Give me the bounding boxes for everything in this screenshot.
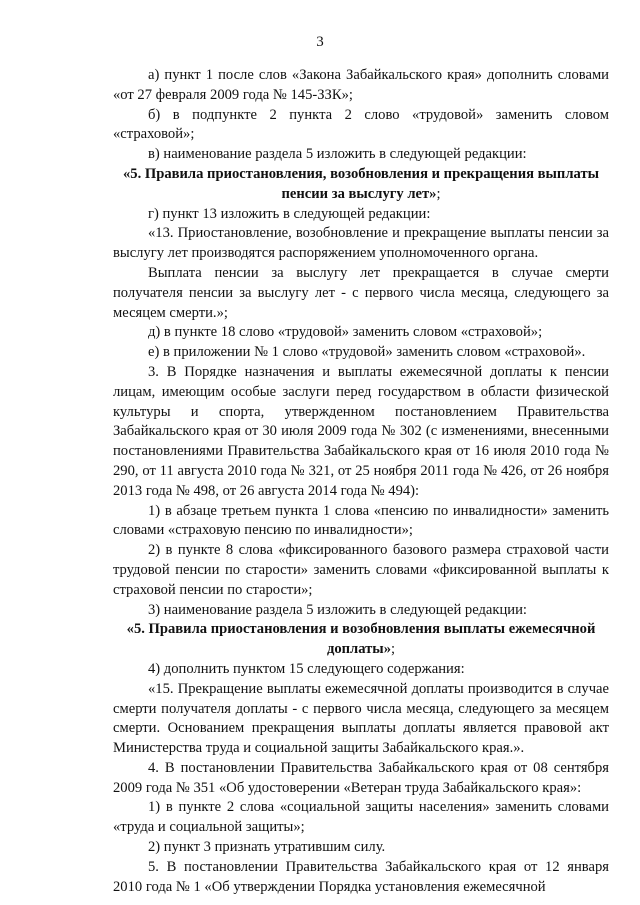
paragraph-3-3: 3) наименование раздела 5 изложить в следующей редакции: xyxy=(148,601,527,618)
section-5-doplata-heading-tail: ; xyxy=(391,641,396,658)
paragraph-pension-termination: Выплата пенсии за выслугу лет прекращается в случае смерти получателя пенсии за выслугу лет - с первого числа месяца, следующего за месяцем смерти.»; xyxy=(113,264,609,321)
paragraph-b: б) в подпункте 2 пункта 2 слово «трудовой» заменить словом «страховой»; xyxy=(113,106,609,143)
section-5-heading-bold: «5. Правила приостановления, возобновления и прекращения выплаты пенсии за выслугу лет» xyxy=(122,165,600,202)
paragraph-a: а) пункт 1 после слов «Закона Забайкальского края» дополнить словами «от 27 февраля 2009 года № 145-ЗЗК»; xyxy=(113,67,609,103)
page-number: 3 xyxy=(316,34,324,50)
paragraph-5: 5. В постановлении Правительства Забайкальского края от 12 января 2010 года № 1 «Об утверждении Порядка установления ежемесячной xyxy=(113,858,609,895)
paragraph-4-1: 1) в пункте 2 слова «социальной защиты населения» заменить словами «труда и социальной защиты»; xyxy=(113,799,609,836)
section-5-heading xyxy=(113,165,609,205)
paragraph-3: 3. В Порядке назначения и выплаты ежемесячной доплаты к пенсии лицам, имеющим особые заслуги перед государством в области физической культуры и спорта, утвержденном постановлением Правительства Забайкальского края от 30 июля 2009 года № 302 (с изменениями, внесенными постановлениями Правительства Забайкальского края от 16 июля 2010 года № 290, от 11 августа 2010 года № 321, от 25 ноября 2011 года № 426, от 26 ноября 2013 года № 498, от 26 августа 2014 года № 494): xyxy=(113,363,609,499)
paragraph-13: «13. Приостановление, возобновление и прекращение выплаты пенсии за выслугу лет производятся распоряжением уполномоченного органа. xyxy=(113,225,609,262)
paragraph-g: г) пункт 13 изложить в следующей редакции: xyxy=(148,205,431,222)
paragraph-e: е) в приложении № 1 слово «трудовой» заменить словом «страховой». xyxy=(148,344,586,361)
paragraph-4-2: 2) пункт 3 признать утратившим силу. xyxy=(148,839,386,856)
paragraph-15: «15. Прекращение выплаты ежемесячной доплаты производится в случае смерти получателя доплаты - с первого числа месяца, следующего за месяцем смерти. Основанием прекращения выплаты доплаты является правовой акт Министерства труда и социальной защиты Забайкальского края.». xyxy=(113,680,609,757)
paragraph-4: 4. В постановлении Правительства Забайкальского края от 08 сентября 2009 года № 351 «Об удостоверении «Ветеран труда Забайкальского края»: xyxy=(113,759,609,796)
paragraph-3-2: 2) в пункте 8 слова «фиксированного базового размера страховой части трудовой пенсии по старости» заменить словами «фиксированной выплаты к страховой пенсии по старости»; xyxy=(113,542,609,598)
document-body xyxy=(113,66,609,897)
section-5-heading-tail: ; xyxy=(436,185,441,202)
paragraph-3-4: 4) дополнить пунктом 15 следующего содержания: xyxy=(148,660,465,677)
paragraph-3-1: 1) в абзаце третьем пункта 1 слова «пенсию по инвалидности» заменить словами «страховую пенсию по инвалидности»; xyxy=(113,502,609,539)
paragraph-d: д) в пункте 18 слово «трудовой» заменить словом «страховой»; xyxy=(148,324,543,341)
paragraph-v: в) наименование раздела 5 изложить в следующей редакции: xyxy=(148,146,527,163)
section-5-doplata-heading-bold: «5. Правила приостановления и возобновления выплаты ежемесячной доплаты» xyxy=(126,621,596,658)
section-5-doplata-heading xyxy=(113,620,609,660)
